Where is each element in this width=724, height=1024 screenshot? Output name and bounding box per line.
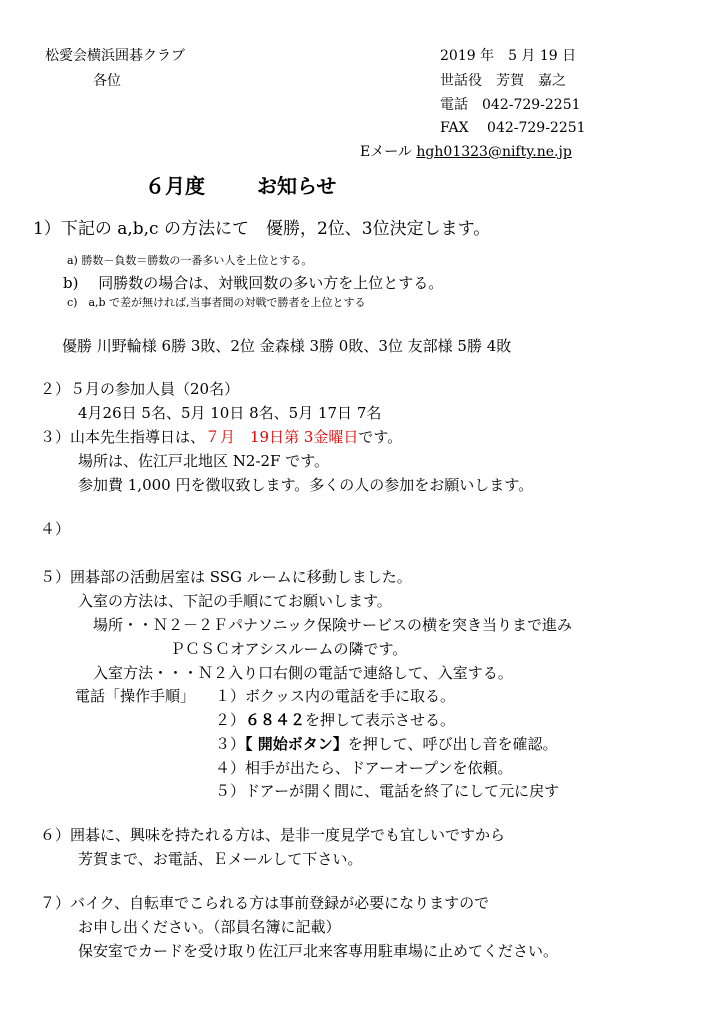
step-3-text: を押して、呼び出し音を確認。 <box>347 735 558 753</box>
entry-place: 場所・・Ｎ２－２Ｆパナソニック保険サービスの横を突き当りまで進み <box>93 616 572 634</box>
rule-b: b) 同勝数の場合は、対戦回数の多い方を上位とする。 <box>63 274 444 292</box>
lesson-suffix: です。 <box>358 428 403 446</box>
section-6-line-2: 芳賀まで、お電話、Ｅメールして下さい。 <box>78 850 363 868</box>
section-5-heading: ５）囲碁部の活動居室は SSG ルームに移動しました。 <box>40 568 412 586</box>
fax-line <box>440 119 586 137</box>
organizer-line <box>440 72 566 90</box>
club-name: 松愛会横浜囲碁クラブ <box>45 48 185 64</box>
lesson-date: ７月 19日第 3金曜日 <box>205 428 359 446</box>
lesson-place: 場所は、佐江戸北地区 N2-2F です。 <box>78 452 330 470</box>
step-2 <box>215 711 455 729</box>
step-2-num: ２） <box>215 711 246 729</box>
step-label: 電話「操作手順」 <box>75 687 196 705</box>
step-1: １）ボクッス内の電話を手に取る。 <box>215 687 456 705</box>
section-2-heading: ２）５月の参加人員（20名） <box>40 380 240 398</box>
section-7-line-3: 保安室でカードを受け取り佐江戸北来客専用駐車場に止めてください。 <box>78 942 559 960</box>
rule-c: c) a,b で差が無ければ,当事者間の対戦で勝者を上位とする <box>67 296 366 309</box>
section-7-line-2: お申し出ください。（部員名簿に記載） <box>78 918 341 936</box>
lesson-fee: 参加費 1,000 円を徴収致します。多くの人の参加をお願いします。 <box>78 476 534 494</box>
email-line <box>360 143 572 161</box>
rule-a: a) 勝数－負数＝勝数の一番多い人を上位とする。 <box>67 254 313 267</box>
attendance-detail: 4月26日 5名、5月 10日 8名、5月 17日 7名 <box>78 404 382 422</box>
step-3 <box>215 735 557 753</box>
lesson-prefix: ３）山本先生指導日は、 <box>40 428 206 446</box>
addressee: 各位 <box>93 73 121 89</box>
tel-label: 電話 <box>440 97 468 113</box>
section-4-heading: ４） <box>40 520 71 538</box>
organizer-name: 芳賀 嘉之 <box>496 73 566 89</box>
page-title <box>145 173 336 199</box>
fax-number: 042-729-2251 <box>487 120 586 136</box>
tel-number: 042-729-2251 <box>482 97 581 113</box>
step-3-num: ３） <box>215 735 246 753</box>
step-4: ４）相手が出たら、ドアーオープンを依頼。 <box>215 759 513 777</box>
email-link[interactable]: hgh01323@nifty.ne.jp <box>416 144 572 160</box>
step-5: ５）ドアーが開く間に、電話を終了にして元に戻す <box>215 782 560 800</box>
entry-procedure: 入室方法・・・Ｎ２入り口右側の電話で連絡して、入室する。 <box>93 664 513 682</box>
step-2-text: を押して表示させる。 <box>305 711 456 729</box>
email-label: Eメール <box>360 144 412 160</box>
section-6-line-1: ６）囲碁に、興味を持たれる方は、是非一度見学でも宜しいですから <box>40 826 506 844</box>
document-date: 2019 年 5 月 19 日 <box>440 48 577 64</box>
section-1-heading: 1）下記の a,b,c の方法にて 優勝，2位、3位決定します。 <box>33 219 491 239</box>
title-notice: お知らせ <box>257 174 337 198</box>
ranking-result: 優勝 川野輪様 6勝 3敗、2位 金森様 3勝 0敗、3位 友部様 5勝 4敗 <box>62 337 512 355</box>
step-2-code: ６８４２ <box>245 711 306 729</box>
entry-place-2: ＰＣＳＣオアシスルームの隣です。 <box>170 640 408 658</box>
tel-line <box>440 96 581 114</box>
section-3-heading <box>40 428 402 446</box>
entry-method: 入室の方法は、下記の手順にてお願いします。 <box>78 592 392 610</box>
step-3-button: 【 開始ボタン】 <box>245 735 348 753</box>
fax-label: FAX <box>440 120 469 136</box>
section-7-line-1: ７）バイク、自転車でこられる方は事前登録が必要になりますので <box>40 894 490 912</box>
organizer-label: 世話役 <box>440 73 482 89</box>
title-month: ６月度 <box>145 174 205 198</box>
